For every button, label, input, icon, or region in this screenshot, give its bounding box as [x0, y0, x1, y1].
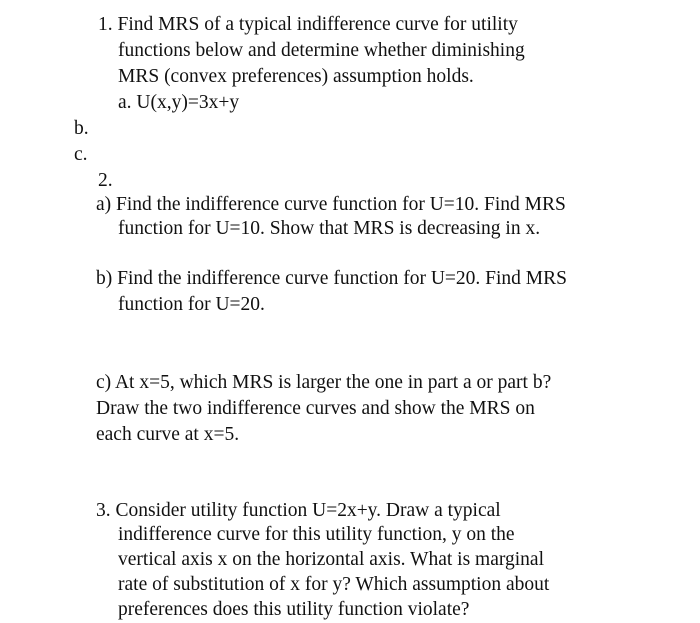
- q2-a-line-2: function for U=10. Show that MRS is decreasing in x.: [118, 218, 541, 239]
- q2-c-line-1: c) At x=5, which MRS is larger the one in part a or part b?: [96, 372, 552, 393]
- q1-line-2: functions below and determine whether diminishing: [118, 40, 525, 61]
- q2-c-line-3: each curve at x=5.: [96, 424, 240, 445]
- q1-part-c: c.: [74, 144, 88, 165]
- q2-c-line-2: Draw the two indifference curves and show the MRS on: [96, 398, 535, 419]
- q3-line-1: 3. Consider utility function U=2x+y. Draw a typical: [96, 500, 501, 521]
- q1-line-1: 1. Find MRS of a typical indifference curve for utility: [98, 14, 518, 35]
- q1-part-b: b.: [74, 118, 89, 139]
- q3-line-5: preferences does this utility function violate?: [118, 599, 470, 620]
- q1-part-a: a. U(x,y)=3x+y: [118, 92, 240, 113]
- q2-b-line-2: function for U=20.: [118, 294, 265, 315]
- q2-a-line-1: a) Find the indifference curve function for U=10. Find MRS: [96, 194, 566, 215]
- q1-line-3: MRS (convex preferences) assumption holds.: [118, 66, 474, 87]
- q2-b-line-1: b) Find the indifference curve function for U=20. Find MRS: [96, 268, 567, 289]
- q3-line-4: rate of substitution of x for y? Which assumption about: [118, 574, 550, 595]
- q2-number: 2.: [98, 170, 113, 191]
- q3-line-3: vertical axis x on the horizontal axis. What is marginal: [118, 549, 545, 570]
- q3-line-2: indifference curve for this utility function, y on the: [118, 524, 515, 545]
